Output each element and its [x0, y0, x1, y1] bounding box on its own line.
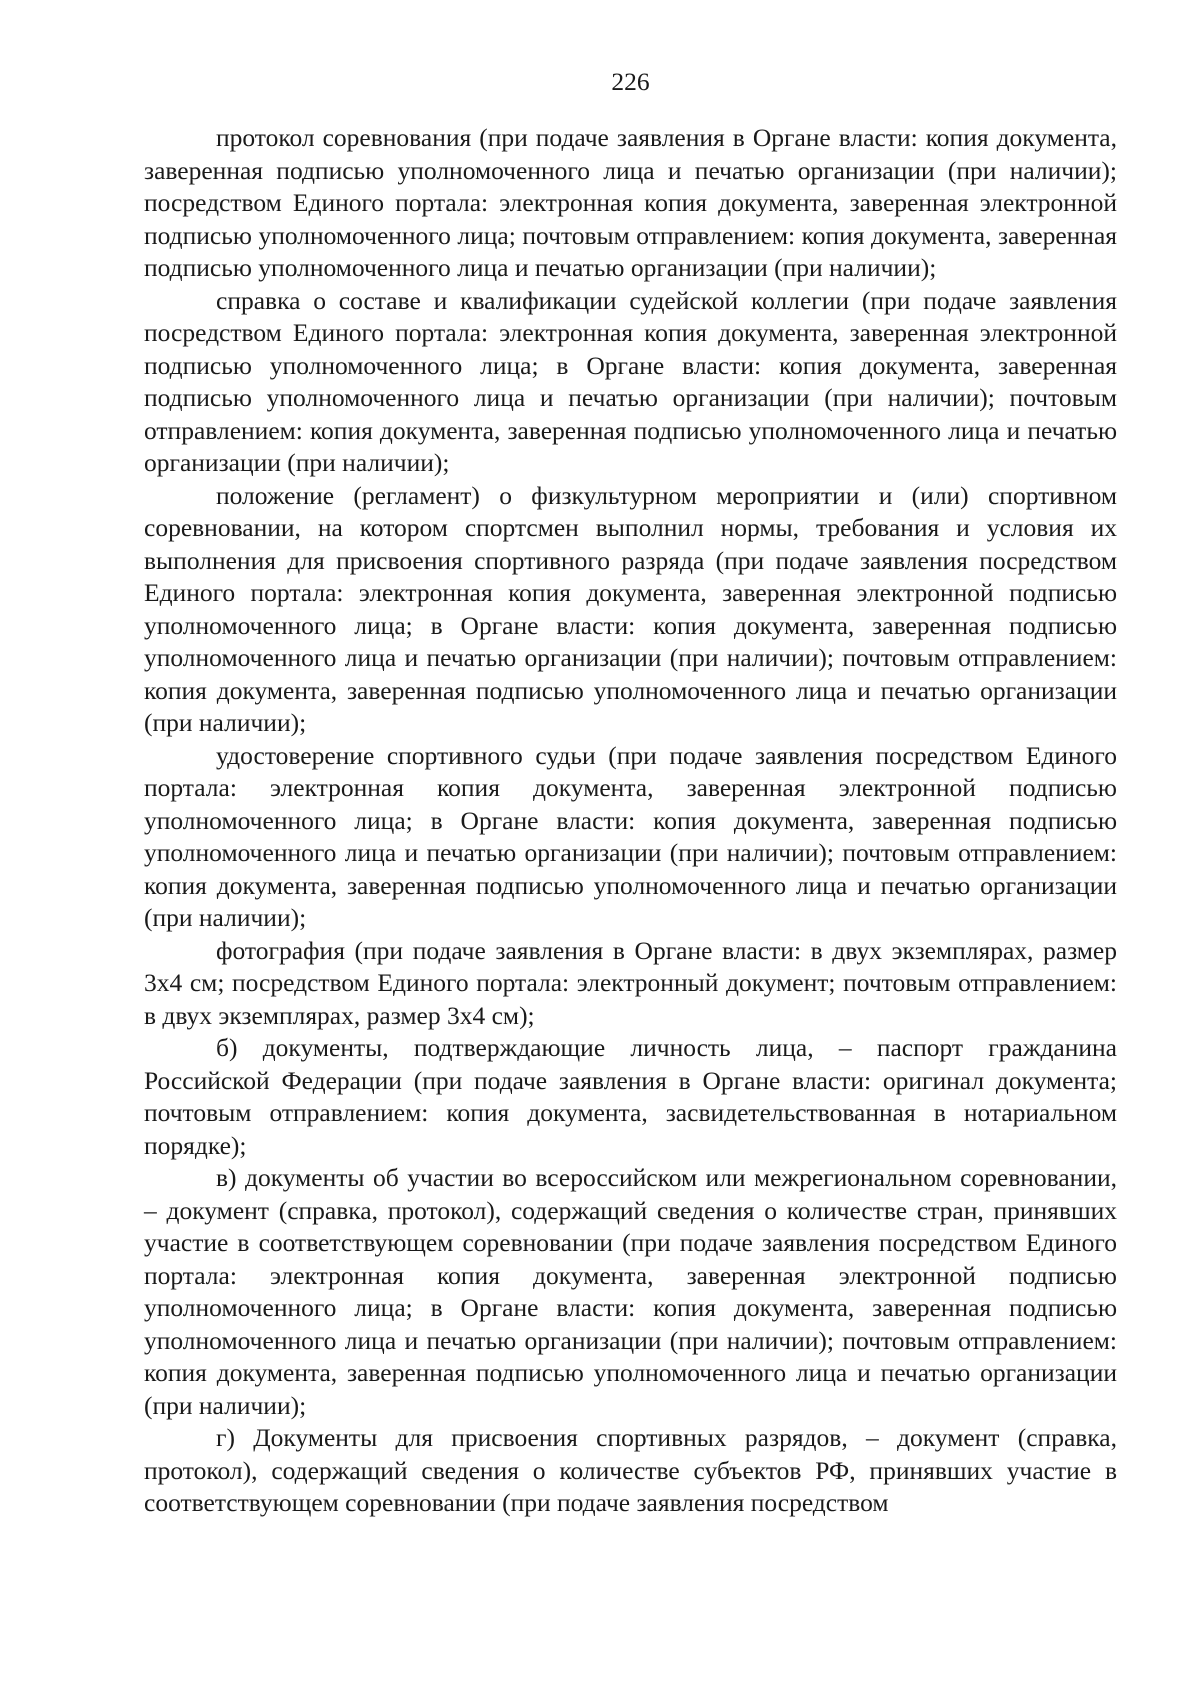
paragraph-identity-documents: б) документы, подтверждающие личность лица, – паспорт гражданина Российской Федерации (при подаче заявления в Органе власти: оригинал документа; почтовым отправлением: копия документа, засвидетельствованная в нотариальном порядке);: [144, 1033, 1117, 1160]
page-number: 226: [611, 67, 650, 96]
paragraph-protocol: протокол соревнования (при подаче заявления в Органе власти: копия документа, заверенная подписью уполномоченного лица и печатью организации (при наличии); посредством Единого портала: электронная копия документа, заверенная электронной подписью уполномоченного лица; почтовым отправлением: копия документа, заверенная подписью уполномоченного лица и печатью организации (при наличии);: [144, 123, 1117, 282]
paragraph-photo: фотография (при подаче заявления в Органе власти: в двух экземплярах, размер 3х4 см; посредством Единого портала: электронный документ; почтовым отправлением: в двух экземплярах, размер 3х4 см);: [144, 935, 1117, 1030]
paragraph-competition-participation: в) документы об участии во всероссийском или межрегиональном соревновании, – документ (справка, протокол), содержащий сведения о количестве стран, принявших участие в соответствующем соревновании (при подаче заявления посредством Единого портала: электронная копия документа, заверенная электронной подписью уполномоченного лица; в Органе власти: копия документа, заверенная подписью уполномоченного лица и печатью организации (при наличии); почтовым отправлением: копия документа, заверенная подписью уполномоченного лица и печатью организации (при наличии);: [144, 1163, 1117, 1420]
paragraph-judge-certificate: удостоверение спортивного судьи (при подаче заявления посредством Единого портала: электронная копия документа, заверенная электронной подписью уполномоченного лица; в Органе власти: копия документа, заверенная подписью уполномоченного лица и печатью организации (при наличии); почтовым отправлением: копия документа, заверенная подписью уполномоченного лица и печатью организации (при наличии);: [144, 740, 1117, 932]
document-page: [144, 66, 1117, 1520]
paragraph-sport-rank-documents: г) Документы для присвоения спортивных разрядов, – документ (справка, протокол), содержащий сведения о количестве субъектов РФ, принявших участие в соответствующем соревновании (при подаче заявления посредством: [144, 1423, 1117, 1517]
paragraph-regulation: положение (регламент) о физкультурном мероприятии и (или) спортивном соревновании, на котором спортсмен выполнил нормы, требования и условия их выполнения для присвоения спортивного разряда (при подаче заявления посредством Единого портала: электронная копия документа, заверенная электронной подписью уполномоченного лица; в Органе власти: копия документа, заверенная подписью уполномоченного лица и печатью организации (при наличии); почтовым отправлением: копия документа, заверенная подписью уполномоченного лица и печатью организации (при наличии);: [144, 480, 1117, 737]
paragraph-judging-panel: справка о составе и квалификации судейской коллегии (при подаче заявления посредством Единого портала: электронная копия документа, заверенная электронной подписью уполномоченного лица; в Органе власти: копия документа, заверенная подписью уполномоченного лица и печатью организации (при наличии); почтовым отправлением: копия документа, заверенная подписью уполномоченного лица и печатью организации (при наличии);: [144, 285, 1117, 477]
